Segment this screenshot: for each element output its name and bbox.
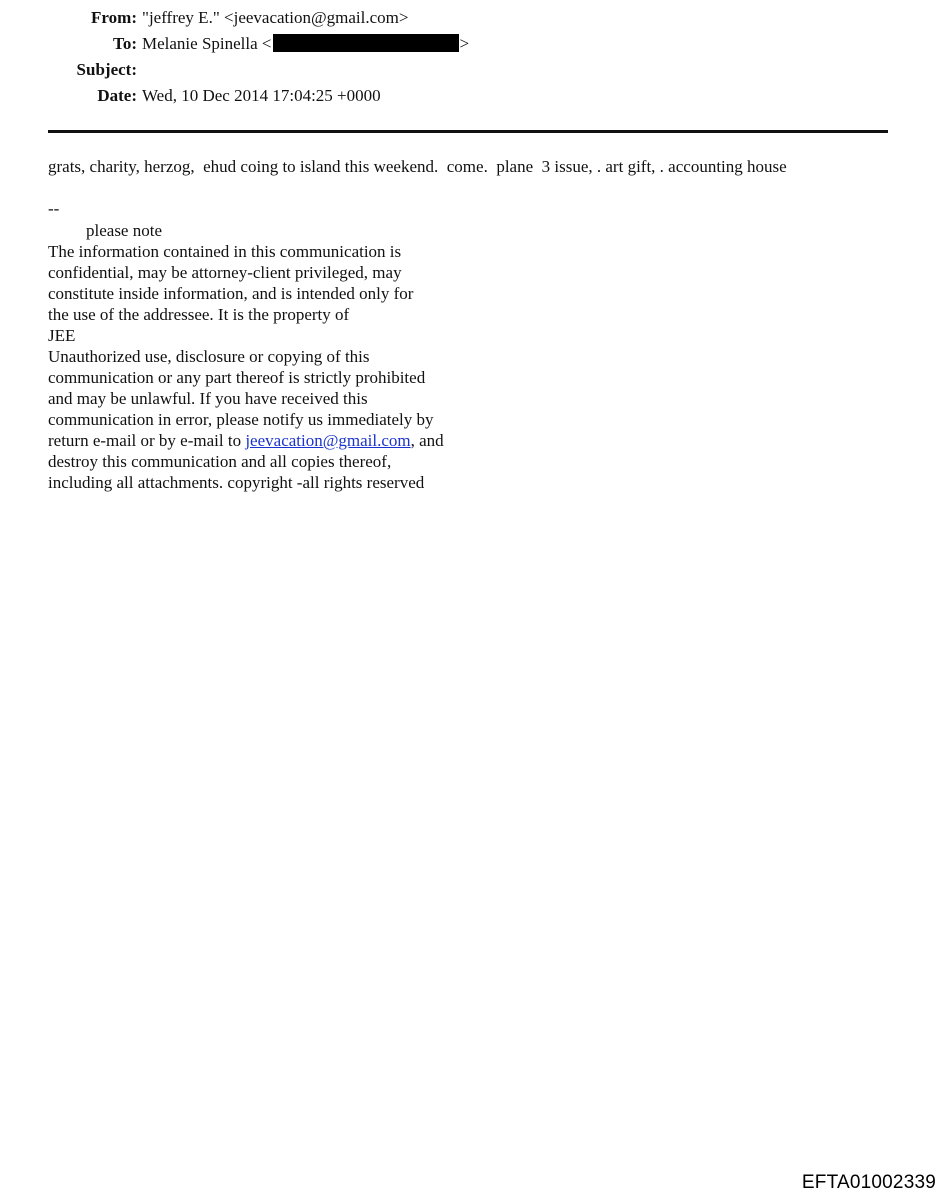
return-suffix: , and (410, 431, 444, 450)
from-label-box (0, 8, 137, 28)
confidentiality-disclaimer (48, 241, 528, 493)
disclaimer-line: Unauthorized use, disclosure or copying of this (48, 347, 370, 366)
disclaimer-line: confidential, may be attorney-client privileged, may (48, 263, 402, 282)
disclaimer-line: The information contained in this communication is (48, 242, 402, 261)
disclaimer-line: the use of the addressee. It is the property of (48, 305, 350, 324)
from-value: "jeffrey E." <jeevacation@gmail.com> (142, 8, 409, 27)
disclaimer-return-line (48, 430, 528, 451)
disclaimer-line: communication in error, please notify us immediately by (48, 410, 434, 429)
date-label-box (0, 86, 137, 106)
disclaimer-line: JEE (48, 326, 76, 345)
message-body: grats, charity, herzog, ehud coing to island this weekend. come. plane 3 issue, . art gift, . accounting house (48, 157, 787, 176)
to-value (142, 34, 469, 54)
date-value: Wed, 10 Dec 2014 17:04:25 +0000 (142, 86, 381, 105)
subject-label: Subject: (76, 60, 137, 79)
to-value-prefix: Melanie Spinella < (142, 34, 272, 53)
to-label: To: (113, 34, 137, 53)
header-divider (48, 130, 888, 133)
document-id: EFTA01002339 (801, 1172, 936, 1193)
disclaimer-line: destroy this communication and all copies thereof, (48, 452, 392, 471)
date-label: Date: (97, 86, 137, 105)
disclaimer-line: and may be unlawful. If you have received this (48, 389, 368, 408)
disclaimer-line: constitute inside information, and is intended only for (48, 284, 414, 303)
from-label: From: (91, 8, 137, 27)
email-link[interactable]: jeevacation@gmail.com (245, 431, 411, 450)
signature-note: please note (86, 221, 162, 240)
disclaimer-line: communication or any part thereof is strictly prohibited (48, 368, 426, 387)
redaction-block (273, 34, 459, 52)
to-value-suffix: > (459, 34, 470, 53)
to-label-box (0, 34, 137, 54)
disclaimer-line: including all attachments. copyright -all rights reserved (48, 473, 425, 492)
return-prefix: return e-mail or by e-mail to (48, 431, 246, 450)
subject-label-box (0, 60, 137, 80)
signature-dash: -- (48, 199, 60, 218)
